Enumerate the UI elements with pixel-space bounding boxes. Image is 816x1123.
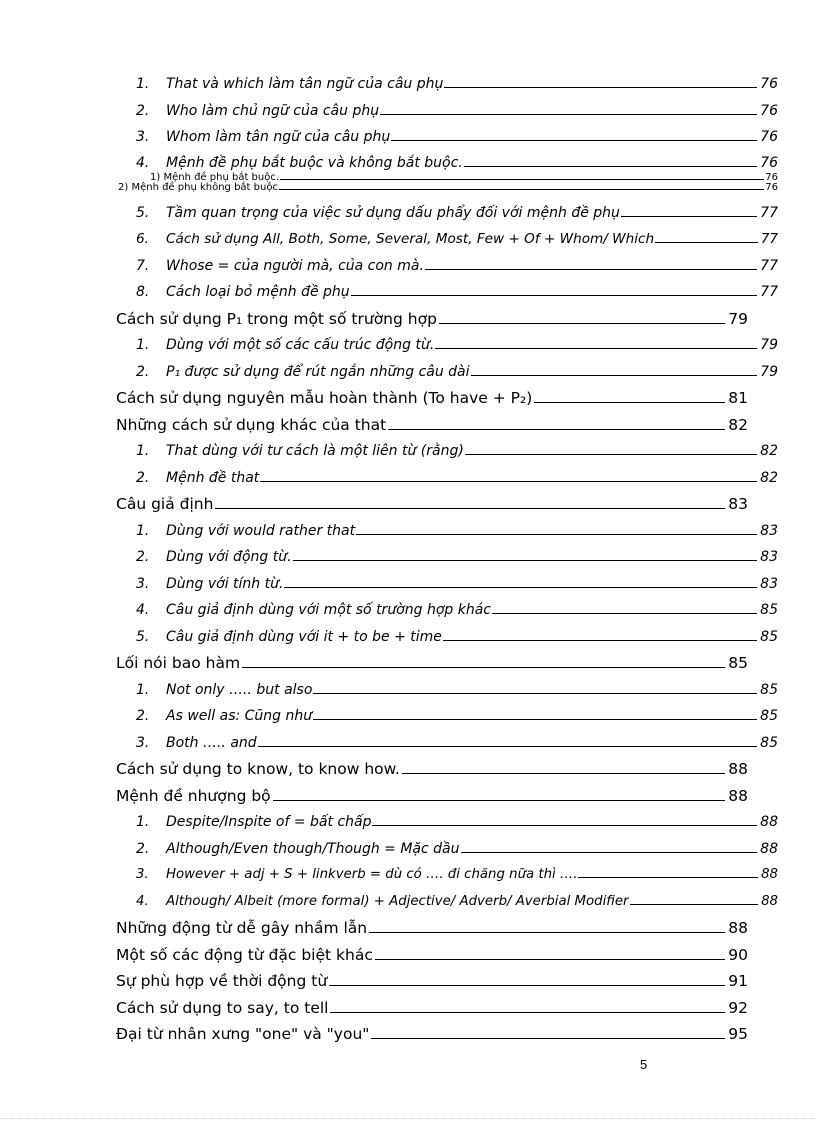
dot-leader (351, 294, 757, 296)
entry-title: Dùng với một số các cấu trúc động từ. (166, 337, 435, 353)
toc-entry[interactable] (116, 809, 778, 836)
heading-title: Sự phù hợp về thời động từ (116, 972, 328, 990)
entry-number: 1. (136, 814, 150, 830)
heading-page: 82 (728, 415, 748, 434)
toc-heading[interactable] (116, 412, 778, 439)
dot-leader (329, 984, 725, 986)
heading-page: 90 (728, 945, 748, 964)
entry-page: 85 (760, 628, 778, 645)
dot-leader (369, 931, 725, 933)
toc-entry[interactable] (116, 703, 778, 730)
entry-title: Mệnh đề phụ không bắt buộc (131, 182, 278, 193)
entry-title: Câu giả định dùng với một số trường hợp khác (166, 602, 491, 618)
heading-page: 83 (728, 495, 748, 513)
heading-title: Những cách sử dụng khác của that (116, 415, 387, 434)
entry-number: 5. (136, 628, 150, 645)
heading-title: Lối nói bao hàm (116, 654, 241, 672)
entry-title: Although/ Albeit (more formal) + Adjective/ Adverb/ Averbial Modifier (166, 893, 629, 909)
entry-title: Both ….. and (166, 734, 257, 751)
heading-page: 91 (728, 972, 748, 990)
dot-leader (356, 533, 757, 535)
entry-page: 77 (760, 257, 778, 274)
entry-title: Cách loại bỏ mệnh đề phụ (166, 284, 350, 300)
dot-leader (375, 958, 725, 960)
dot-leader (630, 903, 759, 905)
entry-number: 3. (136, 867, 149, 882)
dot-leader (464, 165, 757, 167)
entry-page: 79 (760, 363, 778, 380)
entry-title: P₁ được sử dụng để rút ngắn những câu dài (166, 363, 470, 380)
toc-entry[interactable] (116, 253, 778, 280)
toc-entry[interactable] (116, 438, 778, 465)
entry-title: That và which làm tân ngữ của câu phụ (166, 76, 444, 92)
dot-leader (465, 453, 757, 455)
entry-page: 76 (765, 182, 778, 193)
entry-page: 77 (760, 284, 778, 300)
entry-title: Whom làm tân ngữ của câu phụ (166, 129, 391, 145)
entry-title: Câu giả định dùng với it + to be + time (166, 628, 442, 645)
toc-entry[interactable] (116, 677, 778, 704)
entry-title: That dùng với tư cách là một liên từ (rằng) (166, 443, 464, 459)
entry-page: 76 (760, 129, 778, 145)
heading-page: 81 (728, 389, 748, 407)
entry-number: 1. (136, 681, 150, 698)
dot-leader (372, 824, 757, 826)
entry-title: Mệnh đề phụ bắt buộc. (163, 171, 280, 183)
heading-title: Mệnh đề nhượng bộ (116, 786, 271, 805)
entry-number: 2. (136, 469, 150, 486)
entry-number: 8. (136, 284, 150, 300)
dot-leader (471, 374, 758, 376)
entry-page: 85 (760, 681, 778, 698)
dot-leader (284, 586, 757, 588)
entry-page: 77 (760, 204, 778, 221)
toc-entry[interactable] (116, 730, 778, 757)
toc-subentry[interactable] (86, 183, 778, 194)
toc-entry[interactable] (116, 544, 778, 571)
dot-leader (260, 480, 757, 482)
dot-leader (215, 507, 725, 509)
dot-leader (279, 188, 764, 190)
toc-entry[interactable] (116, 836, 778, 863)
entry-number: 3. (136, 129, 150, 145)
entry-page: 76 (760, 154, 778, 171)
dot-leader (391, 139, 757, 141)
toc-entry[interactable] (116, 124, 778, 151)
toc-entry[interactable] (116, 279, 778, 306)
entry-number: 4. (136, 602, 150, 618)
dot-leader (435, 347, 757, 349)
entry-page: 76 (760, 76, 778, 92)
entry-page: 76 (765, 171, 778, 183)
entry-title: Although/Even though/Though = Mặc dầu (166, 840, 460, 857)
toc-entry[interactable] (116, 200, 778, 227)
dot-leader (439, 322, 725, 324)
toc-heading[interactable] (116, 968, 778, 995)
entry-number: 3. (136, 575, 150, 592)
dot-leader (444, 86, 757, 88)
dot-leader (380, 113, 757, 115)
entry-page: 77 (760, 231, 778, 247)
heading-title: Cách sử dụng P₁ trong một số trường hợp (116, 309, 437, 328)
heading-title: Cách sử dụng nguyên mẫu hoàn thành (To have + P₂) (116, 389, 533, 407)
heading-page: 79 (728, 309, 748, 328)
heading-title: Những động từ dễ gây nhầm lẫn (116, 919, 368, 937)
toc-entry[interactable] (116, 359, 778, 386)
entry-page: 85 (760, 708, 778, 724)
entry-number: 1. (136, 443, 150, 459)
entry-page: 88 (761, 867, 778, 882)
toc-heading[interactable] (116, 306, 778, 333)
entry-page: 88 (760, 840, 778, 857)
heading-page: 95 (728, 1025, 748, 1043)
entry-title: As well as: Cũng như (166, 708, 313, 724)
dot-leader (492, 612, 757, 614)
entry-page: 85 (760, 734, 778, 751)
entry-title: Dùng với động từ. (166, 549, 292, 565)
heading-page: 88 (728, 919, 748, 937)
heading-title: Câu giả định (116, 495, 214, 513)
entry-title: Dùng với tính từ. (166, 575, 284, 592)
toc-entry[interactable] (116, 571, 778, 598)
toc-heading[interactable] (116, 942, 778, 969)
dot-leader (313, 692, 757, 694)
entry-page: 79 (760, 337, 778, 353)
entry-title: Tầm quan trọng của việc sử dụng dấu phẩy đối với mệnh đề phụ (166, 204, 620, 221)
toc-heading[interactable] (116, 385, 778, 412)
toc-entry[interactable] (116, 226, 778, 253)
dot-leader (280, 178, 764, 180)
entry-number: 1. (136, 522, 150, 539)
entry-page: 82 (760, 443, 778, 459)
heading-title: Cách sử dụng to know, to know how. (116, 760, 400, 778)
heading-title: Đại từ nhân xưng "one" và "you" (116, 1025, 370, 1043)
dot-leader (330, 1011, 725, 1013)
entry-number: 1. (136, 337, 150, 353)
entry-title: Mệnh đề that (166, 469, 260, 486)
dot-leader (313, 718, 757, 720)
entry-number: 4. (136, 893, 149, 909)
heading-title: Cách sử dụng to say, to tell (116, 998, 329, 1017)
entry-title: Who làm chủ ngữ của câu phụ (166, 102, 380, 119)
entry-page: 83 (760, 575, 778, 592)
toc-entry[interactable] (116, 332, 778, 359)
heading-page: 85 (728, 654, 748, 672)
dot-leader (242, 666, 725, 668)
entry-page: 88 (761, 893, 778, 909)
heading-title: Một số các động từ đặc biệt khác (116, 945, 373, 964)
dot-leader (293, 559, 758, 561)
entry-page: 76 (760, 102, 778, 119)
entry-number: 3. (136, 734, 150, 751)
entry-title: Cách sử dụng All, Both, Some, Several, Most, Few + Of + Whom/ Which (166, 231, 655, 247)
entry-page: 83 (760, 522, 778, 539)
entry-title: Despite/Inspite of = bất chấp (166, 814, 372, 830)
table-of-contents (116, 71, 778, 1048)
entry-title: Whose = của người mà, của con mà. (166, 257, 424, 274)
dot-leader (461, 851, 758, 853)
entry-page: 85 (760, 602, 778, 618)
page-bottom-divider (0, 1118, 816, 1119)
dot-leader (443, 639, 757, 641)
entry-number: 5. (136, 204, 150, 221)
entry-page: 82 (760, 469, 778, 486)
entry-page: 83 (760, 549, 778, 565)
toc-heading[interactable] (116, 783, 778, 810)
toc-entry[interactable] (116, 151, 778, 173)
toc-heading[interactable] (116, 995, 778, 1022)
toc-entry[interactable] (116, 518, 778, 545)
dot-leader (425, 268, 757, 270)
entry-number: 1) (150, 171, 161, 183)
entry-number: 7. (136, 257, 150, 274)
toc-entry[interactable] (116, 71, 778, 98)
dot-leader (258, 745, 758, 747)
dot-leader (578, 876, 758, 878)
toc-entry[interactable] (116, 624, 778, 651)
toc-entry[interactable] (116, 98, 778, 125)
heading-page: 88 (728, 786, 748, 805)
entry-page: 88 (760, 814, 778, 830)
entry-number: 2. (136, 363, 150, 380)
dot-leader (388, 428, 725, 430)
dot-leader (402, 772, 725, 774)
heading-page: 92 (728, 998, 748, 1017)
entry-number: 2. (136, 708, 150, 724)
dot-leader (621, 215, 757, 217)
entry-number: 2. (136, 102, 150, 119)
entry-title: Not only ….. but also (166, 681, 313, 698)
toc-entry[interactable] (116, 597, 778, 624)
entry-title: Mệnh đề phụ bắt buộc và không bắt buộc. (166, 154, 463, 171)
entry-title: However + adj + S + linkverb = dù có …. đi chăng nữa thì …. (166, 867, 578, 882)
dot-leader (371, 1037, 725, 1039)
entry-number: 4. (136, 154, 150, 171)
entry-number: 6. (136, 231, 149, 247)
dot-leader (655, 241, 758, 243)
dot-leader (534, 401, 725, 403)
entry-number: 2. (136, 549, 150, 565)
toc-entry[interactable] (116, 889, 778, 916)
entry-number: 2. (136, 840, 150, 857)
entry-number: 1. (136, 76, 150, 92)
toc-entry[interactable] (116, 862, 778, 889)
toc-heading[interactable] (116, 650, 778, 677)
entry-number: 2) (118, 182, 129, 193)
page-number: 5 (640, 1057, 648, 1072)
toc-heading[interactable] (116, 1021, 778, 1048)
heading-page: 88 (728, 760, 748, 778)
toc-heading[interactable] (116, 915, 778, 942)
toc-entry[interactable] (116, 465, 778, 492)
entry-title: Dùng với would rather that (166, 522, 356, 539)
toc-heading[interactable] (116, 491, 778, 518)
toc-heading[interactable] (116, 756, 778, 783)
dot-leader (273, 799, 726, 801)
